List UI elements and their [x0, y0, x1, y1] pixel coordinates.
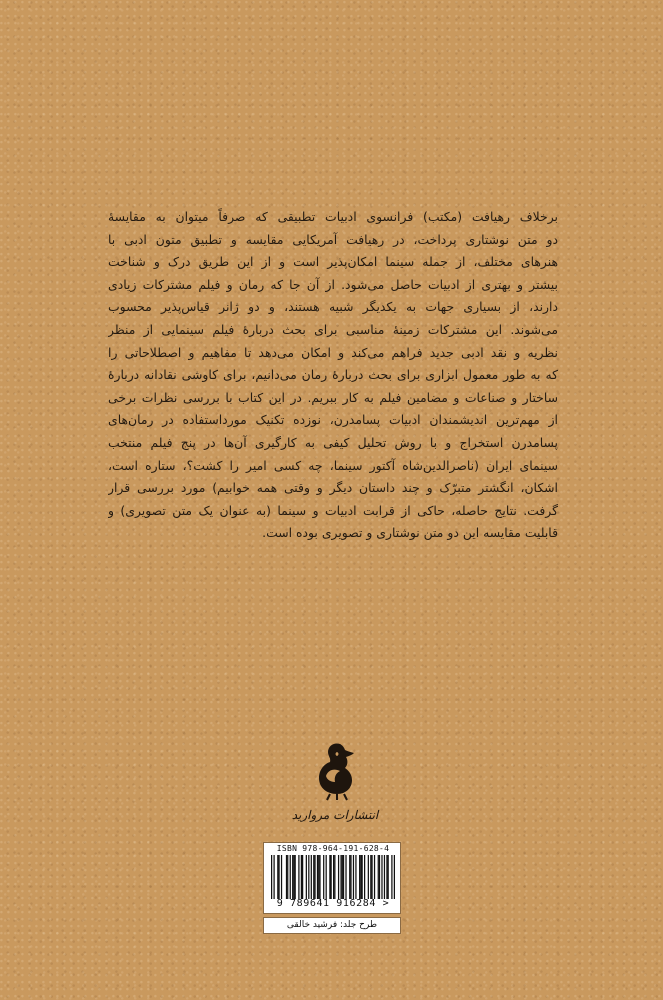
barcode-bar: [277, 855, 278, 899]
blurb-line: می‌شوند. این مشترکات زمینهٔ مناسبی برای بحث دربارهٔ فیلم سینمایی از منظر: [108, 321, 558, 337]
barcode-bar: [302, 855, 303, 899]
blurb-line: نظریه و نقد ادبی جدید فراهم می‌کند و امکان می‌دهد تا مفاهیم و اصطلاحاتی را: [108, 344, 558, 360]
blurb-line: ساختار و صناعات و مضامین فیلم به کار ببریم. در این کتاب با بررسی نظرات برخی: [108, 389, 558, 405]
barcode-bar: [317, 855, 318, 899]
barcode-bar: [360, 855, 361, 899]
barcode-bar: [333, 855, 334, 899]
barcode-bar: [298, 855, 299, 899]
barcode-bar: [286, 855, 287, 899]
barcode-bar: [381, 855, 382, 899]
blurb-line: قابلیت مقایسه این دو متن نوشتاری و تصویری بوده است.: [262, 525, 558, 541]
barcode-bar: [287, 855, 288, 899]
blurb-line: هنرهای مختلف، از جمله سینما امکان‌پذیر است و از این طریق درک و شناخت: [108, 254, 558, 270]
barcode-bar: [290, 855, 291, 899]
barcode-bar: [343, 855, 344, 899]
barcode-bar: [355, 855, 356, 899]
barcode-bar: [329, 855, 330, 899]
barcode-bar: [281, 855, 282, 899]
barcode-bar: [271, 855, 272, 899]
barcode-bar: [301, 855, 302, 899]
barcode-bar: [384, 855, 385, 899]
publisher-name: انتشارات مروارید: [291, 808, 379, 822]
barcode-bar: [340, 855, 341, 899]
barcode-bar: [350, 855, 351, 899]
barcode-bar: [386, 855, 387, 899]
blurb-line: از مهم‌ترین اندیشمندان ادبیات پسامدرن، نوزده تکنیک مورداستفاده در رمان‌های: [108, 412, 558, 428]
blurb-line: گرفت. نتایج حاصله، حاکی از قرابت ادبیات و سینما (به عنوان یک متن تصویری) و: [108, 502, 558, 518]
blurb-line: بیشتر و بهتری از ادبیات حاصل می‌شود. از آن جا که رمان و فیلم مشترکات زیادی: [108, 276, 558, 292]
barcode-bar: [388, 855, 389, 899]
barcode-bar: [379, 855, 380, 899]
isbn-barcode-block: [263, 842, 401, 914]
barcode-bar: [313, 855, 314, 899]
barcode-bar: [338, 855, 339, 899]
barcode-bar: [293, 855, 294, 899]
barcode-bar: [368, 855, 369, 899]
blurb-line: اشکان، انگشتر متبرّک و چند داستان دیگر و وقتی همه خوابیم) مورد بررسی قرار: [108, 480, 558, 496]
barcode-bar: [292, 855, 293, 899]
blurb-line: سینمای ایران (ناصرالدین‌شاه آکتور سینما، چه کسی امیر را کشت؟، ستاره است،: [108, 457, 558, 473]
barcode: [271, 855, 395, 899]
barcode-bar: [318, 855, 319, 899]
barcode-bar: [374, 855, 375, 899]
barcode-bar: [394, 855, 395, 899]
back-cover-blurb: [108, 206, 558, 545]
barcode-bar: [308, 855, 309, 899]
barcode-bar: [342, 855, 343, 899]
barcode-bar: [278, 855, 279, 899]
barcode-bar: [371, 855, 372, 899]
isbn-label: ISBN 978-964-191-628-4: [276, 844, 390, 853]
barcode-bar: [314, 855, 315, 899]
blurb-line: برخلاف رهیافت (مکتب) فرانسوی ادبیات تطبیقی که صرفاً میتوان به مقایسهٔ: [108, 209, 558, 224]
barcode-bar: [364, 855, 365, 899]
barcode-bar: [323, 855, 324, 899]
bird-logo-icon: [310, 738, 360, 802]
barcode-bar: [353, 855, 354, 899]
barcode-bar: [319, 855, 320, 899]
publisher-mark: [280, 738, 390, 838]
barcode-bar: [391, 855, 392, 899]
barcode-bar: [359, 855, 360, 899]
barcode-bar: [378, 855, 379, 899]
barcode-bar: [370, 855, 371, 899]
blurb-line: پسامدرن استخراج و با روش تحلیل کیفی به کارگیری آن‌ها در پنج فیلم منتخب: [108, 434, 558, 450]
blurb-line: دو متن نوشتاری پرداخت، در رهیافت آمریکایی مقایسه و تطبیق متون ادبی با: [108, 231, 558, 247]
barcode-bar: [345, 855, 346, 899]
barcode-number: 9 789641 916284 >: [276, 898, 390, 909]
barcode-bar: [331, 855, 332, 899]
barcode-bar: [349, 855, 350, 899]
barcode-bar: [326, 855, 327, 899]
barcode-bar: [273, 855, 274, 899]
barcode-bar: [311, 855, 312, 899]
blurb-line: که به طور معمول ابزاری برای بحث دربارهٔ رمان می‌دانیم، برای کاوشی نقادانه دربارهٔ: [108, 367, 558, 383]
barcode-bar: [306, 855, 307, 899]
cover-designer-credit: طرح جلد: فرشید خالقی: [263, 917, 401, 934]
blurb-line: دارند، از بسیاری جهات به یکدیگر شبیه هستند، و دو ژانر قیاس‌پذیر محسوب: [108, 299, 558, 315]
barcode-bar: [334, 855, 335, 899]
barcode-bar: [295, 855, 296, 899]
barcode-bar: [362, 855, 363, 899]
